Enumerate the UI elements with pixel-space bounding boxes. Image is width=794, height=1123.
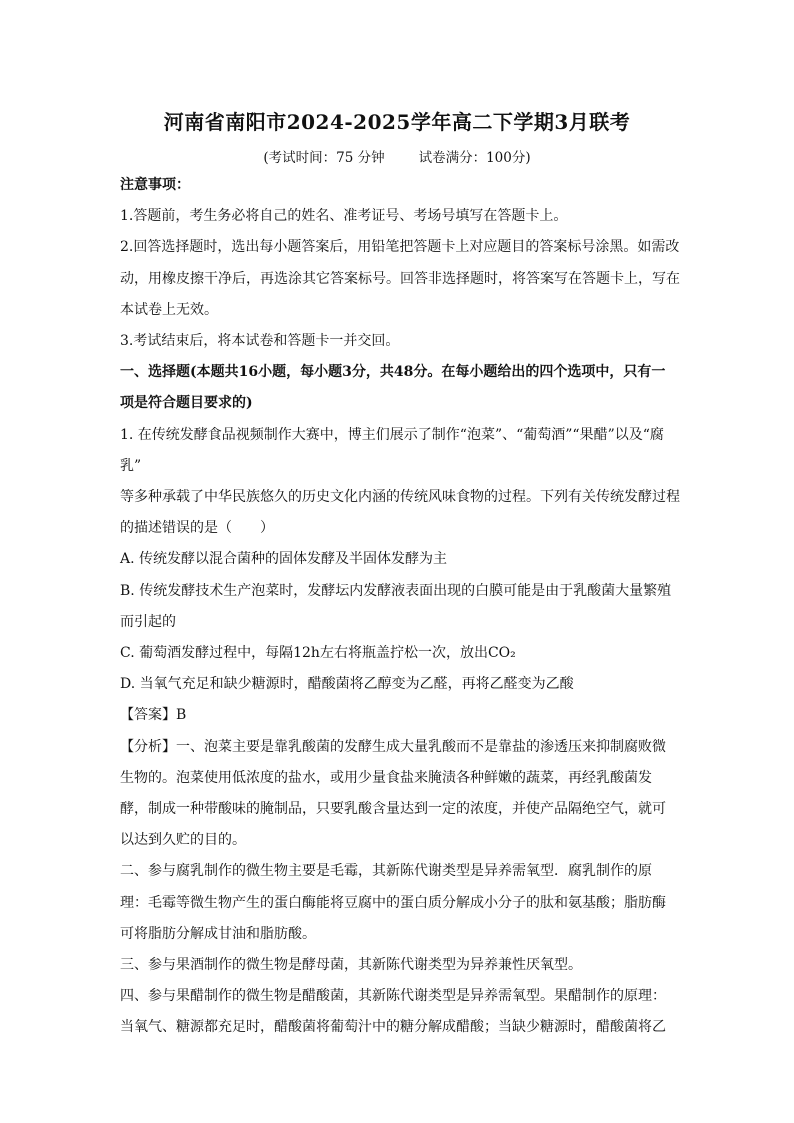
analysis-line-4: 以达到久贮的目的。	[120, 832, 246, 849]
option-d: D. 当氧气充足和缺少糖源时，醋酸菌将乙醇变为乙醛，再将乙醛变为乙酸	[120, 676, 574, 693]
exam-info	[0, 146, 794, 166]
question-stem-line-1: 1. 在传统发酵食品视频制作大赛中，博主们展示了制作“泡菜”、“葡萄酒”“果醋”以及“腐乳”	[120, 426, 664, 474]
option-a: A. 传统发酵以混合菌种的固体发酵及半固体发酵为主	[120, 551, 448, 568]
option-b-line-1: B. 传统发酵技术生产泡菜时，发酵坛内发酵液表面出现的白膜可能是由于乳酸菌大量繁殖	[120, 582, 672, 599]
option-b-line-2: 而引起的	[120, 613, 176, 630]
section-heading-line-2: 项是符合题目要求的)	[120, 395, 253, 412]
analysis-line-10: 当氧气、糖源都充足时，醋酸菌将葡萄汁中的糖分解成醋酸；当缺少糖源时，醋酸菌将乙	[120, 1019, 666, 1036]
analysis-line-2: 生物的。泡菜使用低浓度的盐水，或用少量食盐来腌渍各种鲜嫩的蔬菜，再经乳酸菌发	[120, 769, 652, 786]
exam-score: 试卷满分：100分)	[418, 150, 531, 166]
analysis-line-5: 二、参与腐乳制作的微生物主要是毛霉，其新陈代谢类型是异养需氧型．腐乳制作的原	[120, 863, 652, 880]
document-body	[120, 170, 682, 1044]
answer: 【答案】B	[120, 707, 187, 724]
analysis-line-3: 酵，制成一种带酸味的腌制品，只要乳酸含量达到一定的浓度，并使产品隔绝空气，就可	[120, 801, 666, 818]
notice-item-2-line-3: 本试卷上无效。	[120, 301, 218, 318]
notice-item-2-line-2: 动，用橡皮擦干净后，再选涂其它答案标号。回答非选择题时，将答案写在答题卡上，写在	[120, 270, 680, 287]
analysis-line-1: 【分析】一、泡菜主要是靠乳酸菌的发酵生成大量乳酸而不是靠盐的渗透压来抑制腐败微	[120, 738, 666, 755]
notice-item-3: 3.考试结束后，将本试卷和答题卡一并交回。	[120, 333, 400, 350]
analysis-line-6: 理：毛霉等微生物产生的蛋白酶能将豆腐中的蛋白质分解成小分子的肽和氨基酸；脂肪酶	[120, 894, 666, 911]
analysis-line-7: 可将脂肪分解成甘油和脂肪酸。	[120, 925, 316, 942]
analysis-line-8: 三、参与果酒制作的微生物是酵母菌，其新陈代谢类型为异养兼性厌氧型。	[120, 957, 582, 974]
exam-time: (考试时间：75 分钟	[263, 150, 385, 166]
page-title: 河南省南阳市2024-2025学年高二下学期3月联考	[163, 110, 631, 134]
option-c: C. 葡萄酒发酵过程中，每隔12h左右将瓶盖拧松一次，放出CO₂	[120, 645, 516, 662]
notice-heading: 注意事项：	[120, 177, 190, 193]
section-heading-line-1: 一、选择题(本题共16小题，每小题3分，共48分。在每小题给出的四个选项中，只有一	[120, 364, 666, 381]
question-stem-line-2: 等多种承载了中华民族悠久的历史文化内涵的传统风味食物的过程。下列有关传统发酵过程	[120, 489, 680, 506]
notice-item-1: 1.答题前，考生务必将自己的姓名、准考证号、考场号填写在答题卡上。	[120, 208, 568, 225]
question-stem-line-3: 的描述错误的是（ ）	[120, 520, 274, 537]
notice-item-2-line-1: 2.回答选择题时，选出每小题答案后，用铅笔把答题卡上对应题目的答案标号涂黑。如需改	[120, 239, 680, 256]
analysis-line-9: 四、参与果醋制作的微生物是醋酸菌，其新陈代谢类型是异养需氧型。果醋制作的原理：	[120, 988, 666, 1005]
